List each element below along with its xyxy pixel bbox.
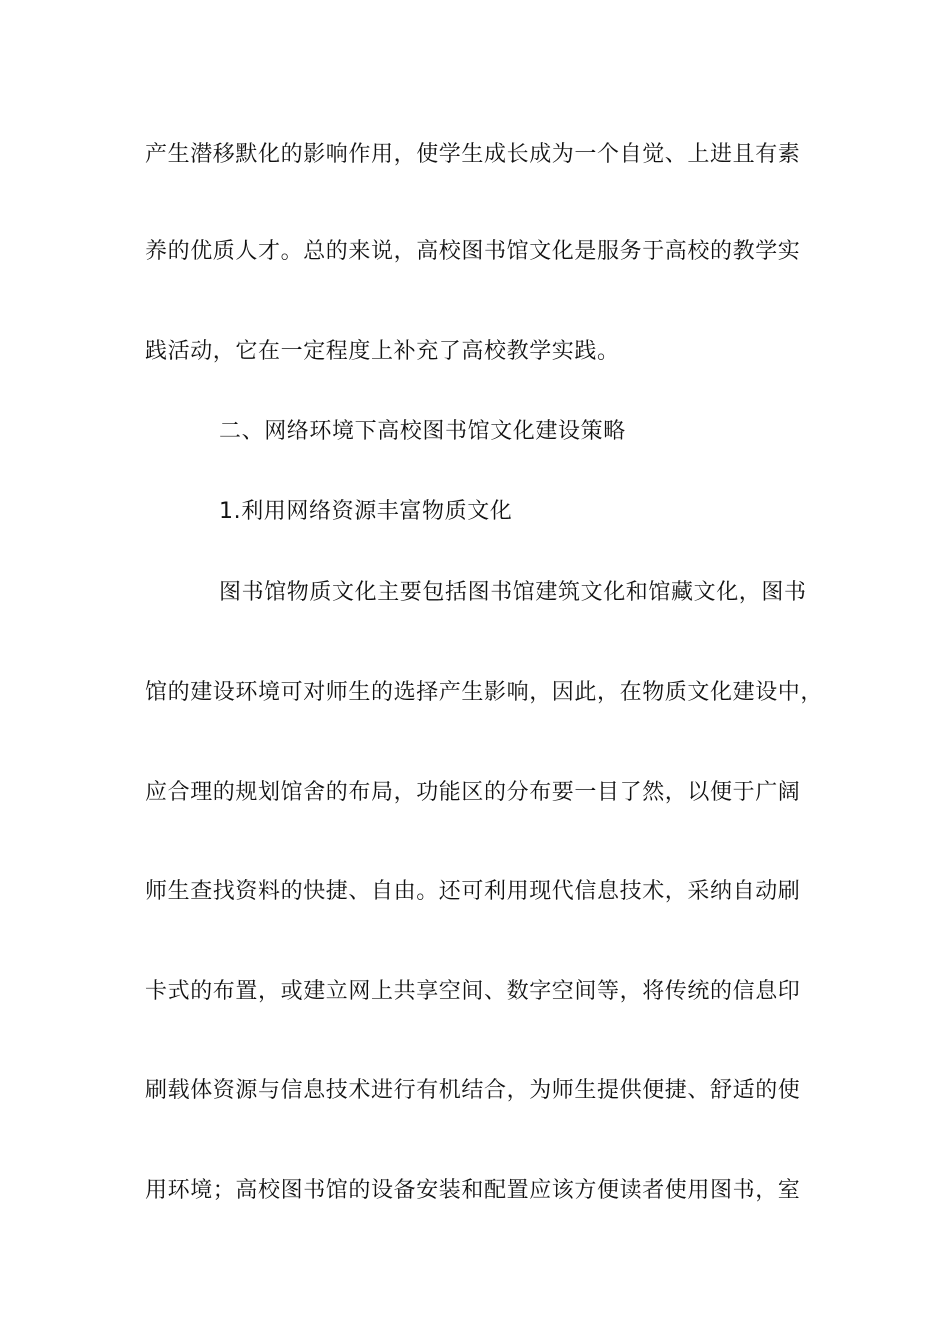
paragraph-line-1: 产生潜移默化的影响作用，使学生成长成为一个自觉、上进且有素: [145, 142, 801, 167]
paragraph-line-8: 卡式的布置，或建立网上共享空间、数字空间等，将传统的信息印: [145, 979, 801, 1004]
paragraph-line-2: 养的优质人才。总的来说，高校图书馆文化是服务于高校的教学实: [145, 239, 801, 264]
paragraph-line-10: 用环境；高校图书馆的设备安装和配置应该方便读者使用图书，室: [145, 1178, 801, 1203]
subsection-heading: 1.利用网络资源丰富物质文化: [219, 499, 513, 524]
paragraph-line-6: 应合理的规划馆舍的布局，功能区的分布要一目了然，以便于广阔: [145, 780, 801, 805]
paragraph-line-9: 刷载体资源与信息技术进行有机结合，为师生提供便捷、舒适的使: [145, 1078, 801, 1103]
section-heading: 二、网络环境下高校图书馆文化建设策略: [219, 419, 626, 444]
paragraph-line-7: 师生查找资料的快捷、自由。还可利用现代信息技术，采纳自动刷: [145, 879, 801, 904]
paragraph-line-3: 践活动，它在一定程度上补充了高校教学实践。: [145, 339, 620, 364]
paragraph-line-5: 馆的建设环境可对师生的选择产生影响，因此，在物质文化建设中，: [145, 680, 824, 705]
paragraph-line-4: 图书馆物质文化主要包括图书馆建筑文化和馆藏文化，图书: [219, 580, 807, 605]
